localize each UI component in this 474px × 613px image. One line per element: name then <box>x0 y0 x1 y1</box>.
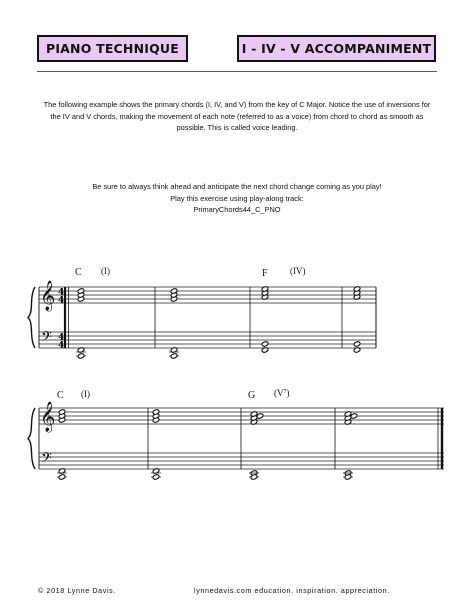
roman-numeral-v7: $(V^7)$ <box>274 388 290 398</box>
treble-clef-icon: 𝄞 <box>40 402 56 432</box>
whole-note <box>261 341 268 347</box>
bass-clef-icon: 𝄢 <box>41 329 52 349</box>
anticipate-line: Be sure to always think ahead and anticipate the next chord change coming as you play! <box>92 182 382 191</box>
chord-label-c: C <box>75 267 82 278</box>
chord-label-g: G <box>248 390 256 401</box>
bass-clef-icon: 𝄢 <box>41 450 52 470</box>
time-signature-bass: 4 <box>58 333 65 343</box>
play-along-line: Play this exercise using play-along track: <box>170 193 304 203</box>
copyright: © 2018 Lynne Davis. <box>38 586 116 595</box>
time-signature-bass: 4 <box>58 341 65 351</box>
brace <box>28 287 35 348</box>
website-tagline: lynnedavis.com education. inspiration. appreciation. <box>194 586 390 595</box>
roman-numeral-i: (I) <box>81 389 90 399</box>
roman-numeral-iv: (IV) <box>290 266 306 276</box>
time-signature-treble: 4 <box>58 296 65 306</box>
track-name: PrimaryChords44_C_PNO <box>193 205 281 214</box>
time-signature-treble: 4 <box>58 288 65 298</box>
system-1 <box>28 280 376 359</box>
whole-note <box>170 353 177 359</box>
treble-clef-icon: 𝄞 <box>40 281 56 311</box>
whole-note <box>77 353 84 359</box>
title-badge-piano-technique: PIANO TECHNIQUE <box>37 35 188 62</box>
title-badge-accompaniment: I - IV - V ACCOMPANIMENT <box>237 35 436 62</box>
brace <box>28 408 35 469</box>
intro-paragraph: The following example shows the primary chords (I, IV, and V) from the key of C Major. Notice the use of inversions for the IV and V chords, making the movement of each note (referred to as a voice) from chord to chord as smooth as possible. This is called voice leading. <box>43 100 431 132</box>
chord-label-f: F <box>262 268 268 279</box>
whole-note <box>152 474 159 480</box>
whole-note <box>353 341 360 347</box>
roman-numeral-i: (I) <box>101 266 110 276</box>
chord-label-c: C <box>57 390 64 401</box>
whole-note <box>58 474 65 480</box>
system-2 <box>28 401 444 480</box>
